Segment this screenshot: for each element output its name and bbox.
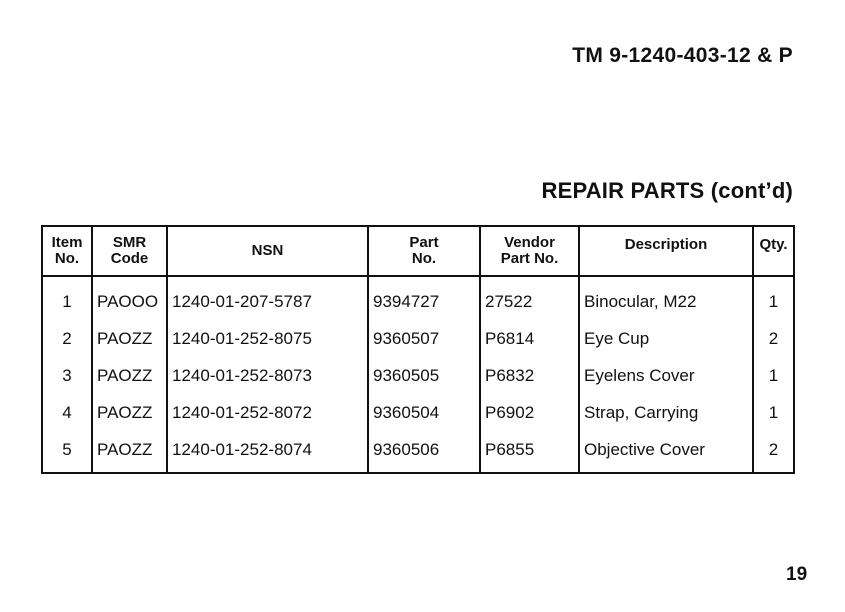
cell-qty: 1 xyxy=(753,394,794,431)
cell-vendor-part-no: P6814 xyxy=(480,320,579,357)
cell-nsn: 1240-01-252-8073 xyxy=(167,357,368,394)
cell-item-no: 3 xyxy=(62,365,72,385)
cell-part-no: 9360506 xyxy=(368,431,480,473)
column-header-vendor-part-no: Vendor Part No. xyxy=(480,226,579,276)
column-header-qty: Qty. xyxy=(753,226,794,276)
cell-item-no: 4 xyxy=(62,402,72,422)
cell-qty: 2 xyxy=(753,320,794,357)
cell-nsn: 1240-01-252-8072 xyxy=(167,394,368,431)
cell-qty: 2 xyxy=(753,431,794,473)
cell-qty: 1 xyxy=(753,276,794,320)
cell-vendor-part-no: P6855 xyxy=(480,431,579,473)
cell-item-no: 5 xyxy=(62,439,72,459)
cell-part-no: 9360504 xyxy=(368,394,480,431)
cell-vendor-part-no: P6902 xyxy=(480,394,579,431)
table-row xyxy=(42,431,794,473)
table-row xyxy=(42,357,794,394)
cell-description: Eye Cup xyxy=(579,320,753,357)
cell-item-no: 1 xyxy=(62,291,72,311)
cell-vendor-part-no: 27522 xyxy=(480,276,579,320)
table-header-row xyxy=(42,226,794,276)
cell-smr-code: PAOZZ xyxy=(92,357,167,394)
cell-smr-code: PAOZZ xyxy=(92,320,167,357)
table-row xyxy=(42,394,794,431)
cell-nsn: 1240-01-252-8075 xyxy=(167,320,368,357)
document-id: TM 9-1240-403-12 & P xyxy=(572,44,793,67)
cell-part-no: 9360505 xyxy=(368,357,480,394)
column-header-description: Description xyxy=(579,226,753,276)
cell-nsn: 1240-01-207-5787 xyxy=(167,276,368,320)
cell-part-no: 9360507 xyxy=(368,320,480,357)
cell-description: Objective Cover xyxy=(579,431,753,473)
cell-nsn: 1240-01-252-8074 xyxy=(167,431,368,473)
cell-description: Eyelens Cover xyxy=(579,357,753,394)
cell-item-no: 2 xyxy=(62,328,72,348)
repair-parts-table xyxy=(41,225,795,474)
column-header-part-no: Part No. xyxy=(368,226,480,276)
cell-description: Strap, Carrying xyxy=(579,394,753,431)
section-title: REPAIR PARTS (cont’d) xyxy=(541,178,793,203)
table-row xyxy=(42,320,794,357)
cell-part-no: 9394727 xyxy=(368,276,480,320)
cell-qty: 1 xyxy=(753,357,794,394)
cell-smr-code: PAOZZ xyxy=(92,394,167,431)
column-header-item-no: Item No. xyxy=(42,226,92,276)
page-number: 19 xyxy=(786,564,808,585)
cell-smr-code: PAOOO xyxy=(92,276,167,320)
column-header-nsn: NSN xyxy=(167,226,368,276)
cell-vendor-part-no: P6832 xyxy=(480,357,579,394)
cell-smr-code: PAOZZ xyxy=(92,431,167,473)
column-header-smr-code: SMR Code xyxy=(92,226,167,276)
cell-description: Binocular, M22 xyxy=(579,276,753,320)
table-row xyxy=(42,276,794,320)
